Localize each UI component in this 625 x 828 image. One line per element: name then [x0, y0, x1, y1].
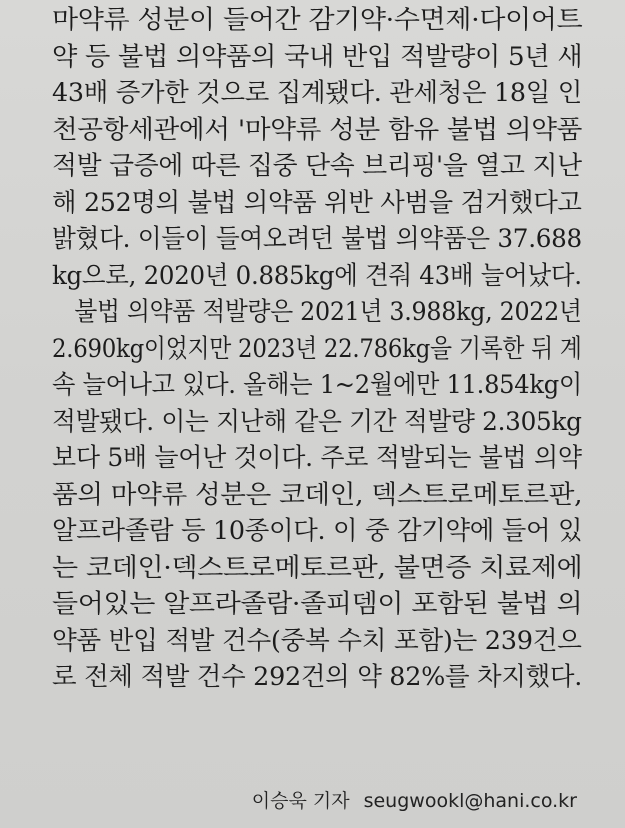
article-line: 마약류 성분이 들어간 감기약·수면제·다이어트	[52, 5, 583, 35]
article-line: 해 252명의 불법 의약품 위반 사범을 검거했다고	[52, 187, 582, 218]
article-line: 43배 증가한 것으로 집계됐다. 관세청은 18일 인	[52, 78, 582, 108]
article-line: 로 전체 적발 건수 292건의 약 82%를 차지했다.	[52, 662, 582, 692]
article-line: 속 늘어나고 있다. 올해는 1~2월에만 11.854kg이	[52, 370, 583, 400]
article-line: 들어있는 알프라졸람·졸피뎀이 포함된 불법 의	[52, 589, 583, 619]
article-line: 약품 반입 적발 건수(중복 수치 포함)는 239건으	[52, 625, 582, 656]
article-line: 2.690kg이었지만 2023년 22.786kg을 기록한 뒤 계	[52, 333, 582, 364]
article-line: 밝혔다. 이들이 들여오려던 불법 의약품은 37.688	[52, 224, 582, 254]
article-line: 는 코데인·덱스트로메토르판, 불면증 치료제에	[52, 552, 583, 583]
article-body	[52, 2, 582, 696]
article-line: 보다 5배 늘어난 것이다. 주로 적발되는 불법 의약	[52, 443, 582, 473]
reporter-email[interactable]: seugwookl@hani.co.kr	[363, 790, 577, 812]
article-line: 적발 급증에 따른 집중 단속 브리핑'을 열고 지난	[52, 151, 582, 181]
byline	[252, 784, 577, 818]
article-line: 약 등 불법 의약품의 국내 반입 적발량이 5년 새	[52, 41, 583, 72]
article-line: 불법 의약품 적발량은 2021년 3.988kg, 2022년	[74, 297, 582, 327]
article-line: 품의 마약류 성분은 코데인, 덱스트로메토르판,	[52, 479, 583, 510]
reporter-name: 이승욱 기자	[251, 790, 350, 812]
article-line: kg으로, 2020년 0.885kg에 견줘 43배 늘어났다.	[52, 260, 582, 291]
article-line: 천공항세관에서 '마약류 성분 함유 불법 의약품	[52, 114, 583, 145]
article-line: 적발됐다. 이는 지난해 같은 기간 적발량 2.305kg	[52, 406, 582, 437]
article-line: 알프라졸람 등 10종이다. 이 중 감기약에 들어 있	[52, 516, 583, 546]
